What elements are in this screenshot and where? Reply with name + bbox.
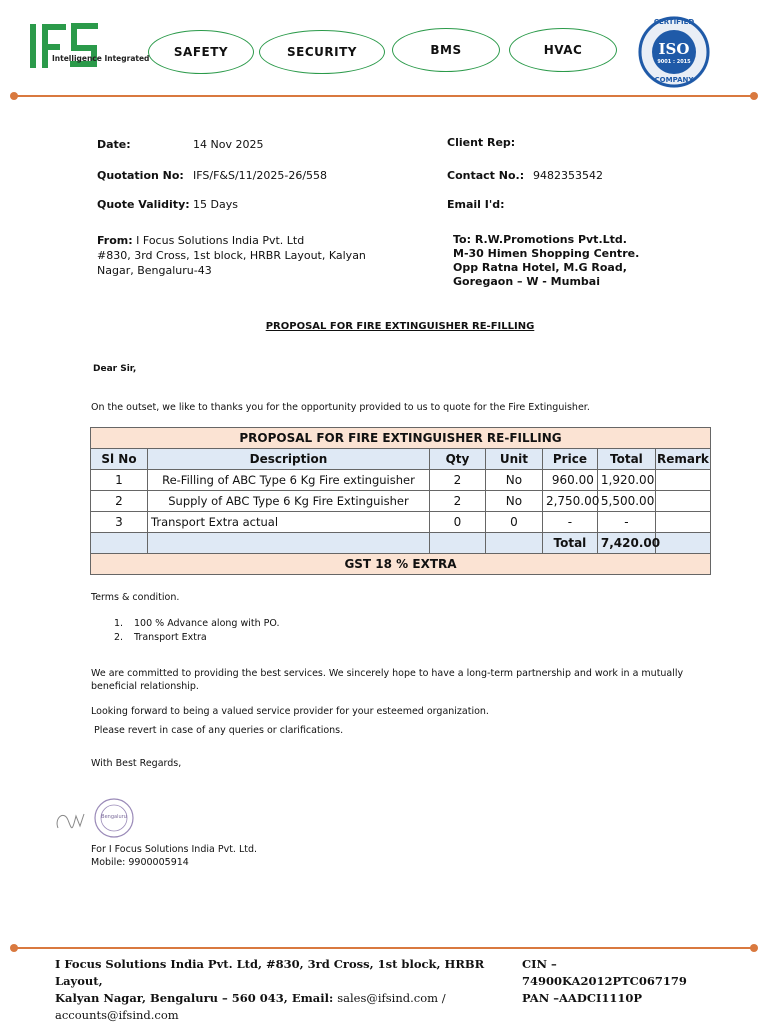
col-header: Remark	[655, 449, 710, 470]
cell: 0	[485, 512, 542, 533]
terms-list: 1. 100 % Advance along with PO. 2. Transport Extra	[114, 618, 280, 643]
footer-email: sales@ifsind.com / accounts@ifsind.com	[55, 991, 446, 1022]
table-row	[91, 512, 711, 533]
from-line: Nagar, Bengaluru-43	[97, 264, 212, 277]
to-line: Goregaon – W - Mumbai	[453, 275, 600, 288]
quotation-value: IFS/F&S/11/2025-26/558	[193, 169, 328, 182]
proposal-title: PROPOSAL FOR FIRE EXTINGUISHER RE-FILLING	[265, 321, 535, 332]
quotation-table	[90, 427, 711, 575]
stamp-text: Bengaluru	[101, 814, 127, 820]
terms-heading: Terms & condition.	[91, 592, 180, 603]
signature-company: For I Focus Solutions India Pvt. Ltd.	[91, 844, 258, 855]
footer-divider	[14, 947, 754, 949]
col-header: Description	[148, 449, 430, 470]
cell: 2	[91, 491, 148, 512]
term-item: 100 % Advance along with PO.	[134, 618, 280, 629]
cell: -	[542, 512, 597, 533]
signature-mobile: Mobile: 9900005914	[91, 857, 189, 868]
header-divider	[14, 95, 754, 97]
cell: No	[485, 470, 542, 491]
from-label: From:	[97, 234, 133, 247]
cell: 3	[91, 512, 148, 533]
gst-row	[91, 554, 711, 575]
cell: 1,920.00	[597, 470, 655, 491]
footer-pan: PAN –AADCI1110P	[522, 991, 643, 1005]
intro-text: On the outset, we like to thanks you for the opportunity provided to us to quote for the Fire Extinguisher.	[91, 402, 590, 413]
quotation-label: Quotation No:	[97, 169, 184, 182]
closing-paragraph-3: Please revert in case of any queries or clarifications.	[91, 725, 344, 736]
cell: 2	[429, 470, 485, 491]
cell	[655, 470, 710, 491]
iso-main-text: ISO	[658, 40, 690, 58]
pill-hvac: HVAC	[509, 28, 617, 72]
total-value: 7,420.00	[597, 533, 655, 554]
contact-label: Contact No.:	[447, 169, 525, 182]
footer-registration	[522, 956, 722, 1007]
pill-safety: SAFETY	[148, 30, 254, 74]
cell: 2	[429, 491, 485, 512]
footer-address	[55, 956, 525, 1024]
col-header: Unit	[485, 449, 542, 470]
cell: Supply of ABC Type 6 Kg Fire Extinguisher	[148, 491, 430, 512]
company-logo	[28, 18, 150, 74]
from-line: I Focus Solutions India Pvt. Ltd	[136, 234, 305, 247]
regards: With Best Regards,	[91, 758, 182, 769]
signature-and-stamp	[50, 798, 140, 842]
client-rep-label: Client Rep:	[447, 136, 516, 149]
to-address	[453, 233, 713, 289]
footer-cin: CIN – 74900KA2012PTC067179	[522, 957, 687, 988]
col-header: Sl No	[91, 449, 148, 470]
gst-note: GST 18 % EXTRA	[91, 554, 711, 575]
to-line: Opp Ratna Hotel, M.G Road,	[453, 261, 627, 274]
total-label: Total	[542, 533, 597, 554]
cell: Transport Extra actual	[148, 512, 430, 533]
cell	[655, 491, 710, 512]
iso-certified-badge	[636, 14, 712, 90]
salutation: Dear Sir,	[93, 364, 137, 374]
cell: 1	[91, 470, 148, 491]
col-header: Qty	[429, 449, 485, 470]
logo-tagline: Intelligence Integrated	[52, 54, 150, 63]
signature-block	[91, 843, 257, 869]
from-line: #830, 3rd Cross, 1st block, HRBR Layout, Kalyan	[97, 249, 366, 262]
iso-top-text: CERTIFIED	[653, 18, 695, 26]
col-header: Price	[542, 449, 597, 470]
table-row	[91, 470, 711, 491]
to-line: M-30 Himen Shopping Centre.	[453, 247, 640, 260]
closing-paragraph-1: We are committed to providing the best services. We sincerely hope to have a long-term partnership and work in a mutually beneficial relationship.	[91, 668, 684, 692]
cell: 960.00	[542, 470, 597, 491]
table-title-row	[91, 428, 711, 449]
cell: 2,750.00	[542, 491, 597, 512]
cell: 5,500.00	[597, 491, 655, 512]
footer-line-2: Kalyan Nagar, Bengaluru – 560 043, Email:	[55, 991, 338, 1005]
closing-paragraph-2: Looking forward to being a valued service provider for your esteemed organization.	[91, 706, 489, 717]
date-value: 14 Nov 2025	[193, 138, 264, 151]
table-total-row	[91, 533, 711, 554]
cell: No	[485, 491, 542, 512]
term-item: Transport Extra	[134, 632, 207, 643]
table-title: PROPOSAL FOR FIRE EXTINGUISHER RE-FILLING	[91, 428, 711, 449]
to-line: To: R.W.Promotions Pvt.Ltd.	[453, 233, 627, 246]
pill-bms: BMS	[392, 28, 500, 72]
from-address	[97, 233, 367, 278]
table-row	[91, 491, 711, 512]
footer-line-1: I Focus Solutions India Pvt. Ltd, #830, 3rd Cross, 1st block, HRBR Layout,	[55, 957, 485, 988]
iso-bottom-text: COMPANY	[654, 76, 694, 84]
cell	[655, 512, 710, 533]
validity-value: 15 Days	[193, 198, 238, 211]
email-label: Email I'd:	[447, 198, 505, 211]
iso-code-text: 9001 : 2015	[657, 59, 691, 65]
cell: Re-Filling of ABC Type 6 Kg Fire extinguisher	[148, 470, 430, 491]
col-header: Total	[597, 449, 655, 470]
date-label: Date:	[97, 138, 131, 151]
cell: -	[597, 512, 655, 533]
cell: 0	[429, 512, 485, 533]
table-header-row	[91, 449, 711, 470]
pill-security: SECURITY	[259, 30, 385, 74]
validity-label: Quote Validity:	[97, 198, 190, 211]
contact-value: 9482353542	[533, 169, 603, 182]
